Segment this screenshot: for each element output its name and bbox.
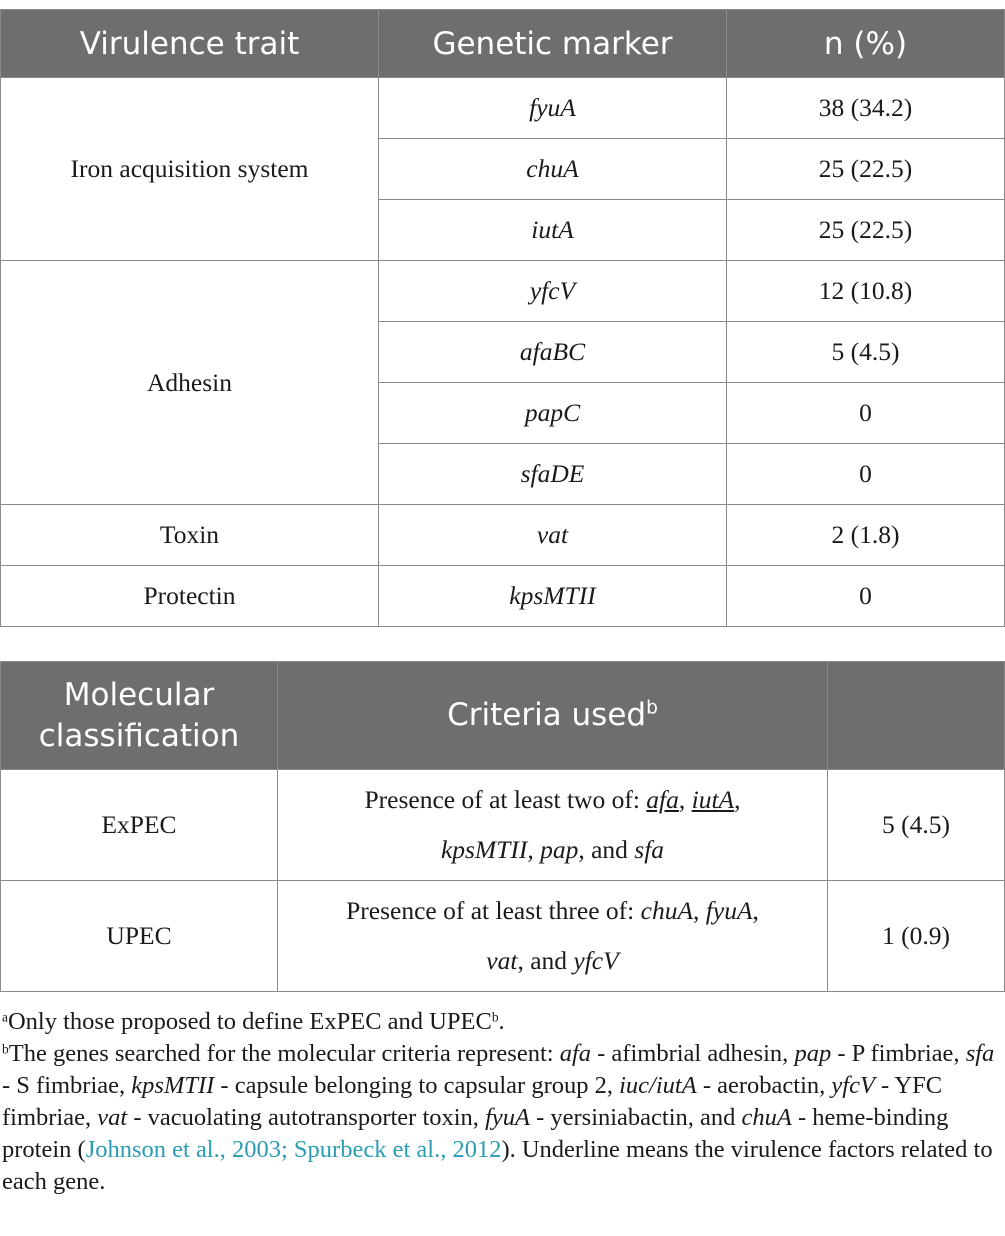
criteria-gene: vat	[486, 946, 518, 975]
criteria-gene: yfcV	[573, 946, 619, 975]
criteria-gene: kpsMTII, pap	[440, 835, 579, 864]
virulence-trait-cell: Iron acquisition system	[1, 78, 379, 261]
criteria-separator: ,	[678, 785, 692, 815]
footnote-gene: chuA	[741, 1104, 792, 1131]
footnote-b-mark: b	[2, 1041, 9, 1057]
table-row	[1, 78, 1005, 139]
genetic-marker-cell: fyuA	[379, 78, 727, 139]
genetic-marker-cell: yfcV	[379, 261, 727, 322]
footnote-text: - afimbrial adhesin,	[591, 1040, 795, 1067]
footnote-b	[2, 1038, 1002, 1198]
criteria-separator: ,	[693, 896, 706, 926]
criteria-separator: ,	[752, 896, 759, 926]
genetic-marker-cell: afaBC	[379, 322, 727, 383]
count-cell: 2 (1.8)	[727, 505, 1005, 566]
criteria-header-sup: b	[646, 698, 658, 720]
footnote-a-text: Only those proposed to define ExPEC and UPEC	[7, 1008, 492, 1035]
virulence-trait-cell: Protectin	[1, 566, 379, 627]
header-virulence-trait: Virulence trait	[1, 10, 379, 78]
count-cell: 12 (10.8)	[727, 261, 1005, 322]
header-criteria-used	[278, 662, 828, 770]
count-cell: 5 (4.5)	[727, 322, 1005, 383]
genetic-marker-cell: papC	[379, 383, 727, 444]
criteria-cell	[278, 881, 828, 992]
footnote-text: - YFC fimbriae,	[2, 1072, 943, 1131]
citation-link[interactable]: Johnson et al., 2003; Spurbeck et al., 2012	[85, 1136, 502, 1163]
genetic-marker-cell: sfaDE	[379, 444, 727, 505]
footnote-text: - yersiniabactin, and	[529, 1104, 742, 1131]
footnote-gene: pap	[794, 1040, 832, 1067]
classification-cell: ExPEC	[1, 770, 278, 881]
criteria-separator: , and	[517, 946, 574, 975]
criteria-prefix: Presence of at least two of:	[364, 785, 647, 815]
table-row	[1, 261, 1005, 322]
criteria-gene: sfa	[634, 835, 665, 864]
table-row	[1, 770, 1005, 881]
header-molecular-classification: Molecular classification	[1, 662, 278, 770]
genetic-marker-cell: kpsMTII	[379, 566, 727, 627]
footnote-a	[2, 1006, 1002, 1038]
criteria-gene: afa	[646, 785, 679, 815]
footnote-text: - aerobactin,	[696, 1072, 832, 1099]
footnote-gene: vat	[97, 1104, 128, 1131]
footnote-text: - heme-binding protein (	[2, 1104, 949, 1163]
criteria-separator: , and	[578, 835, 635, 864]
footnote-gene: yfcV	[831, 1072, 875, 1099]
count-cell: 0	[727, 383, 1005, 444]
classification-cell: UPEC	[1, 881, 278, 992]
footnote-text: The genes searched for the molecular criteria represent:	[8, 1040, 560, 1067]
criteria-prefix: Presence of at least three of:	[346, 896, 641, 926]
count-cell: 0	[727, 566, 1005, 627]
genetic-marker-cell: iutA	[379, 200, 727, 261]
header-n-percent: n (%)	[727, 10, 1005, 78]
footnote-gene: iuc/iutA	[619, 1072, 697, 1099]
criteria-gene: fyuA	[705, 896, 753, 926]
criteria-separator: ,	[734, 785, 741, 815]
table-row	[1, 505, 1005, 566]
table-row	[1, 566, 1005, 627]
virulence-trait-cell: Toxin	[1, 505, 379, 566]
virulence-table-header	[1, 10, 1005, 78]
virulence-table	[0, 9, 1005, 627]
table-row	[1, 881, 1005, 992]
footnotes	[2, 1006, 1002, 1198]
footnote-a-end: .	[498, 1008, 505, 1035]
header-count	[828, 662, 1005, 770]
count-cell: 5 (4.5)	[828, 770, 1005, 881]
footnote-gene: sfa	[965, 1040, 995, 1067]
count-cell: 0	[727, 444, 1005, 505]
footnote-a-endmark: b	[491, 1009, 499, 1025]
count-cell: 25 (22.5)	[727, 139, 1005, 200]
criteria-gene: chuA	[640, 896, 694, 926]
criteria-gene: iutA	[691, 785, 735, 815]
criteria-cell	[278, 770, 828, 881]
footnote-gene: kpsMTII	[131, 1072, 215, 1099]
footnote-text: - S fimbriae,	[2, 1072, 132, 1099]
virulence-trait-cell: Adhesin	[1, 261, 379, 505]
footnote-a-mark: a	[2, 1009, 8, 1025]
count-cell: 25 (22.5)	[727, 200, 1005, 261]
classification-table	[0, 661, 1005, 992]
footnote-gene: afa	[559, 1040, 592, 1067]
genetic-marker-cell: vat	[379, 505, 727, 566]
header-genetic-marker: Genetic marker	[379, 10, 727, 78]
footnote-text: - vacuolating autotransporter toxin,	[127, 1104, 486, 1131]
footnote-text: - capsule belonging to capsular group 2,	[214, 1072, 620, 1099]
genetic-marker-cell: chuA	[379, 139, 727, 200]
footnote-gene: fyuA	[485, 1104, 530, 1131]
footnote-b-after: ). Underline means the virulence factors related to each gene.	[2, 1136, 993, 1195]
count-cell: 1 (0.9)	[828, 881, 1005, 992]
classification-table-header	[1, 662, 1005, 770]
criteria-header-text: Criteria used	[447, 697, 647, 734]
count-cell: 38 (34.2)	[727, 78, 1005, 139]
footnote-text: - P fimbriae,	[831, 1040, 966, 1067]
